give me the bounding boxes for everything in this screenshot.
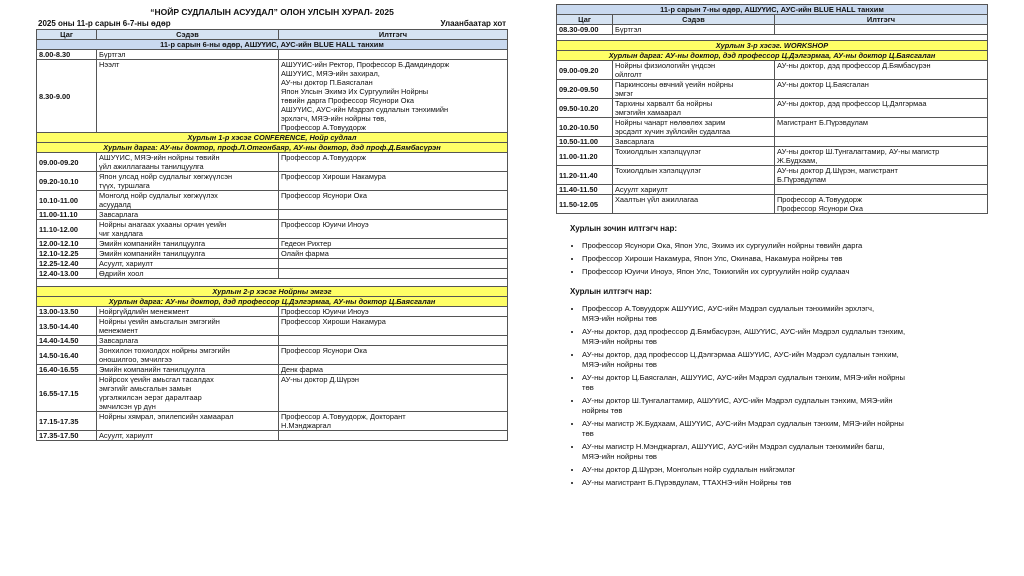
day1-page	[36, 6, 508, 441]
table-row	[37, 191, 508, 210]
topic-cell: Асуулт, хариулт	[97, 431, 279, 441]
time-cell: 14.50-16.40	[37, 346, 97, 365]
table-row	[37, 249, 508, 259]
guest-speakers-section	[556, 224, 988, 277]
table-row	[37, 336, 508, 346]
event-date: 2025 оны 11-р сарын 6-7-ны өдөр	[38, 19, 171, 28]
time-cell: 8.30-9.00	[37, 60, 97, 133]
table-row	[557, 147, 988, 166]
time-cell: 12.10-12.25	[37, 249, 97, 259]
time-cell: 11.00-11.10	[37, 210, 97, 220]
topic-cell: Нойрсох үеийн амьсгал тасалдах эмгэгийг амьсгалын замын үргэлжилсэн эерэг даралтаар эмчилсэн үр дүн	[97, 375, 279, 412]
topic-cell: Нээлт	[97, 60, 279, 133]
session-chair: Хурлын дарга: АУ-ны доктор, проф.Л.Отгонбаяр, АУ-ны доктор, дэд проф.Д.Бямбасүрэн	[37, 143, 508, 153]
speaker-cell: Профессор А.Товуудорж, Докторант Н.Мэнджаргал	[279, 412, 508, 431]
time-cell: 12.25-12.40	[37, 259, 97, 269]
table-row	[557, 185, 988, 195]
speaker-list-item: • АУ-ны доктор Ш.Тунгалагтамир, АШУҮИС, АУС-ийн Мэдрэл судлалын тэнхим, МЯЭ-ийн нойрны төв	[582, 396, 988, 416]
table-row	[37, 60, 508, 133]
spacer-row	[37, 279, 508, 287]
time-cell: 11.40-11.50	[557, 185, 613, 195]
topic-cell: Тохиолдлын хэлэлцүүлэг	[613, 166, 775, 185]
speaker-list-item: • АУ-ны магистрант Б.Пүрэвдулам, ТТАХНЭ-ийн Нойрны төв	[582, 478, 988, 488]
time-cell: 11.50-12.05	[557, 195, 613, 214]
table-header	[557, 15, 988, 25]
speaker-list-item: • Профессор Хироши Накамура, Япон Улс, Окинава, Накамура нойрны төв	[582, 254, 988, 264]
time-cell: 13.00-13.50	[37, 307, 97, 317]
speaker-list-item: • АУ-ны доктор, дэд профессор Ц.Дэлгэрмаа АШУҮИС, АУС-ийн Мэдрэл судлалын тэнхим, МЯЭ-ийн нойрны төв	[582, 350, 988, 370]
document-title: “НОЙР СУДЛАЛЫН АСУУДАЛ” ОЛОН УЛСЫН ХУРАЛ- 2025	[150, 7, 394, 17]
topic-cell: Хаалтын үйл ажиллагаа	[613, 195, 775, 214]
time-cell: 16.40-16.55	[37, 365, 97, 375]
topic-cell: Завсарлага	[613, 137, 775, 147]
table-row	[37, 346, 508, 365]
event-location: Улаанбаатар хот	[440, 19, 506, 28]
time-cell: 14.40-14.50	[37, 336, 97, 346]
time-cell: 12.00-12.10	[37, 239, 97, 249]
topic-cell: Монголд нойр судлалыг хөгжүүлэх асуудалд	[97, 191, 279, 210]
topic-cell: Нойрны анагаах ухааны орчин үеийн чиг хандлага	[97, 220, 279, 239]
topic-cell: Нойрны физиологийн үндсэн ойлголт	[613, 61, 775, 80]
session-title: Хурлын 2-р хэсэг Нойрны эмгэг	[37, 287, 508, 297]
speaker-cell: Профессор Юуичи Иноуэ	[279, 307, 508, 317]
table-row	[37, 375, 508, 412]
speaker-list-item: • Профессор Юуичи Иноуэ, Япон Улс, Токиогийн их сургуулийн нойр судлаач	[582, 267, 988, 277]
time-cell: 11.10-12.00	[37, 220, 97, 239]
time-cell: 10.50-11.00	[557, 137, 613, 147]
table-row	[557, 195, 988, 214]
time-cell: 08.30-09.00	[557, 25, 613, 35]
table-row	[37, 50, 508, 60]
session-chair: Хурлын дарга: АУ-ны доктор, дэд профессор Ц.Дэлгэрмаа, АУ-ны доктор Ц.Баясгалан	[37, 297, 508, 307]
speaker-cell: АУ-ны доктор, дэд профессор Д.Бямбасүрэн	[775, 61, 988, 80]
speaker-cell: Гедеон Рихтер	[279, 239, 508, 249]
table-row	[37, 210, 508, 220]
topic-cell: Япон улсад нойр судлалыг хөгжүүлсэн түүх, туршлага	[97, 172, 279, 191]
topic-cell: Эмийн компанийн танилцуулга	[97, 365, 279, 375]
document-meta	[36, 18, 508, 29]
time-cell: 11.20-11.40	[557, 166, 613, 185]
session-title: Хурлын 1-р хэсэг CONFERENCE, Нойр судлал	[37, 133, 508, 143]
time-cell: 12.40-13.00	[37, 269, 97, 279]
speaker-cell	[775, 185, 988, 195]
speaker-cell: АУ-ны доктор, дэд профессор Ц.Дэлгэрмаа	[775, 99, 988, 118]
time-cell: 09.20-09.50	[557, 80, 613, 99]
table-row	[37, 317, 508, 336]
topic-cell: Бүртгэл	[97, 50, 279, 60]
topic-cell: АШУҮИС, МЯЭ-ийн нойрны төвийн үйл ажиллагааны танилцуулга	[97, 153, 279, 172]
speaker-cell	[775, 25, 988, 35]
table-row	[557, 166, 988, 185]
speaker-cell	[279, 50, 508, 60]
time-cell: 09.20-10.10	[37, 172, 97, 191]
topic-cell: Тохиолдлын хэлэлцүүлэг	[613, 147, 775, 166]
session-chair: Хурлын дарга: АУ-ны доктор, дэд профессор Ц.Дэлгэрмаа, АУ-ны доктор Ц.Баясгалан	[557, 51, 988, 61]
topic-cell: Завсарлага	[97, 336, 279, 346]
col-time: Цаг	[37, 30, 97, 40]
topic-cell: Нойрны хямрал, эпилепсийн хамаарал	[97, 412, 279, 431]
topic-cell: Эмийн компанийн танилцуулга	[97, 249, 279, 259]
speaker-cell: АУ-ны доктор Д.Шүрэн	[279, 375, 508, 412]
time-cell: 17.35-17.50	[37, 431, 97, 441]
day2-schedule-table	[556, 4, 988, 214]
speaker-cell	[279, 431, 508, 441]
time-cell: 17.15-17.35	[37, 412, 97, 431]
table-row	[37, 172, 508, 191]
speaker-cell: АУ-ны доктор Ш.Тунгалагтамир, АУ-ны магистр Ж.Будхаам,	[775, 147, 988, 166]
speaker-list-item: • АУ-ны магистр Н.Мэнджаргал, АШУҮИС, АУС-ийн Мэдрэл судлалын тэнхимийн багш, МЯЭ-ийн нойрны төв	[582, 442, 988, 462]
time-cell: 10.20-10.50	[557, 118, 613, 137]
speaker-list-item: • Профессор Ясунори Ока, Япон Улс, Эхимэ их сургуулийн нойрны төвийн дарга	[582, 241, 988, 251]
table-row	[37, 412, 508, 431]
table-header	[37, 30, 508, 40]
speaker-cell	[279, 259, 508, 269]
topic-cell: Зонхилон тохиолдох нойрны эмгэгийн оношилгоо, эмчилгээ	[97, 346, 279, 365]
table-row	[37, 269, 508, 279]
speaker-cell: Профессор Юуичи Иноуэ	[279, 220, 508, 239]
session-title: Хурлын 3-р хэсэг. WORKSHOP	[557, 41, 988, 51]
speaker-cell: АШУҮИС-ийн Ректор, Профессор Б.Дамдиндорж АШУҮИС, МЯЭ-ийн захирал, АУ-ны доктор П.Баясгалан Япон Улсын Эхимэ Их Сургуулийн Нойрны төвийн дарга Профессор Ясунори Ока АШУҮИС, АУС-ийн Мэдрэл судлалын тэнхимийн эрхлэгч, МЯЭ-ийн нойрны төв, Профессор А.Товуудорж	[279, 60, 508, 133]
topic-cell: Нойрны үеийн амьсгалын эмгэгийн менежмент	[97, 317, 279, 336]
table-row	[37, 239, 508, 249]
time-cell: 09.00-09.20	[557, 61, 613, 80]
day1-schedule-table	[36, 29, 508, 441]
table-row	[557, 61, 988, 80]
guest-speakers-list	[556, 241, 988, 277]
speaker-cell: Профессор Хироши Накамура	[279, 172, 508, 191]
speaker-cell: АУ-ны доктор Д.Шүрэн, магистрант Б.Пүрэвдулам	[775, 166, 988, 185]
topic-cell: Нойрны чанарт нөлөөлөх зарим эрсдэлт хүчин зүйлсийн судалгаа	[613, 118, 775, 137]
table-row	[37, 220, 508, 239]
time-cell: 13.50-14.40	[37, 317, 97, 336]
topic-cell: Нойргүйдлийн менежмент	[97, 307, 279, 317]
table-row	[557, 25, 988, 35]
topic-cell: Өдрийн хоол	[97, 269, 279, 279]
speaker-cell: Профессор Ясунори Ока	[279, 346, 508, 365]
topic-cell: Бүртгэл	[613, 25, 775, 35]
speaker-cell: Профессор А.Товуудорж	[279, 153, 508, 172]
topic-cell: Эмийн компанийн танилцуулга	[97, 239, 279, 249]
table-row	[37, 307, 508, 317]
speaker-cell	[279, 210, 508, 220]
time-cell: 09.50-10.20	[557, 99, 613, 118]
topic-cell: Паркинсоны өвчний үеийн нойрны эмгэг	[613, 80, 775, 99]
col-time: Цаг	[557, 15, 613, 25]
speaker-cell: Профессор Хироши Накамура	[279, 317, 508, 336]
speaker-cell: АУ-ны доктор Ц.Баясгалан	[775, 80, 988, 99]
speaker-cell: Профессор А.Товуудорж Профессор Ясунори Ока	[775, 195, 988, 214]
col-topic: Сэдэв	[613, 15, 775, 25]
table-row	[37, 259, 508, 269]
speaker-cell: Магистрант Б.Пүрэвдулам	[775, 118, 988, 137]
guest-speakers-heading: Хурлын зочин илтгэгч нар:	[570, 224, 678, 233]
speaker-list-item: • АУ-ны доктор Ц.Баясгалан, АШУҮИС, АУС-ийн Мэдрэл судлалын тэнхим, МЯЭ-ийн нойрны төв	[582, 373, 988, 393]
time-cell: 09.00-09.20	[37, 153, 97, 172]
day-banner: 11-р сарын 6-ны өдөр, АШУҮИС, АУС-ийн BLUE HALL танхим	[37, 40, 508, 50]
table-row	[557, 99, 988, 118]
time-cell: 16.55-17.15	[37, 375, 97, 412]
speaker-cell	[775, 137, 988, 147]
speaker-list-item: • АУ-ны магистр Ж.Будхаам, АШУҮИС, АУС-ийн Мэдрэл судлалын тэнхим, МЯЭ-ийн нойрны төв	[582, 419, 988, 439]
topic-cell: Асуулт, хариулт	[97, 259, 279, 269]
col-speaker: Илтгэгч	[279, 30, 508, 40]
table-row	[37, 153, 508, 172]
speaker-list-item: • АУ-ны доктор, дэд профессор Д.Бямбасүрэн, АШУҮИС, АУС-ийн Мэдрэл судлалын тэнхим, МЯЭ-ийн нойрны төв	[582, 327, 988, 347]
speaker-cell: Профессор Ясунори Ока	[279, 191, 508, 210]
time-cell: 11.00-11.20	[557, 147, 613, 166]
speaker-list-item: • АУ-ны доктор Д.Шүрэн, Монголын нойр судлалын нийгэмлэг	[582, 465, 988, 475]
speaker-cell: Денк фарма	[279, 365, 508, 375]
col-speaker: Илтгэгч	[775, 15, 988, 25]
col-topic: Сэдэв	[97, 30, 279, 40]
speaker-cell	[279, 336, 508, 346]
speakers-heading: Хурлын илтгэгч нар:	[570, 287, 652, 296]
speaker-cell	[279, 269, 508, 279]
time-cell: 10.10-11.00	[37, 191, 97, 210]
topic-cell: Тархины харвалт ба нойрны эмгэгийн хамаарал	[613, 99, 775, 118]
table-row	[557, 118, 988, 137]
speakers-section	[556, 287, 988, 488]
speaker-cell: Олайн фарма	[279, 249, 508, 259]
topic-cell: Асуулт хариулт	[613, 185, 775, 195]
topic-cell: Завсарлага	[97, 210, 279, 220]
table-row	[557, 137, 988, 147]
time-cell: 8.00-8.30	[37, 50, 97, 60]
table-row	[557, 80, 988, 99]
speaker-list-item: • Профессор А.Товуудорж АШУҮИС, АУС-ийн Мэдрэл судлалын тэнхимийн эрхлэгч, МЯЭ-ийн нойрны төв	[582, 304, 988, 324]
day2-page	[556, 4, 988, 491]
speakers-list	[556, 304, 988, 488]
day-banner: 11-р сарын 7-ны өдөр, АШУҮИС, АУС-ийн BLUE HALL танхим	[557, 5, 988, 15]
table-row	[37, 431, 508, 441]
table-row	[37, 365, 508, 375]
